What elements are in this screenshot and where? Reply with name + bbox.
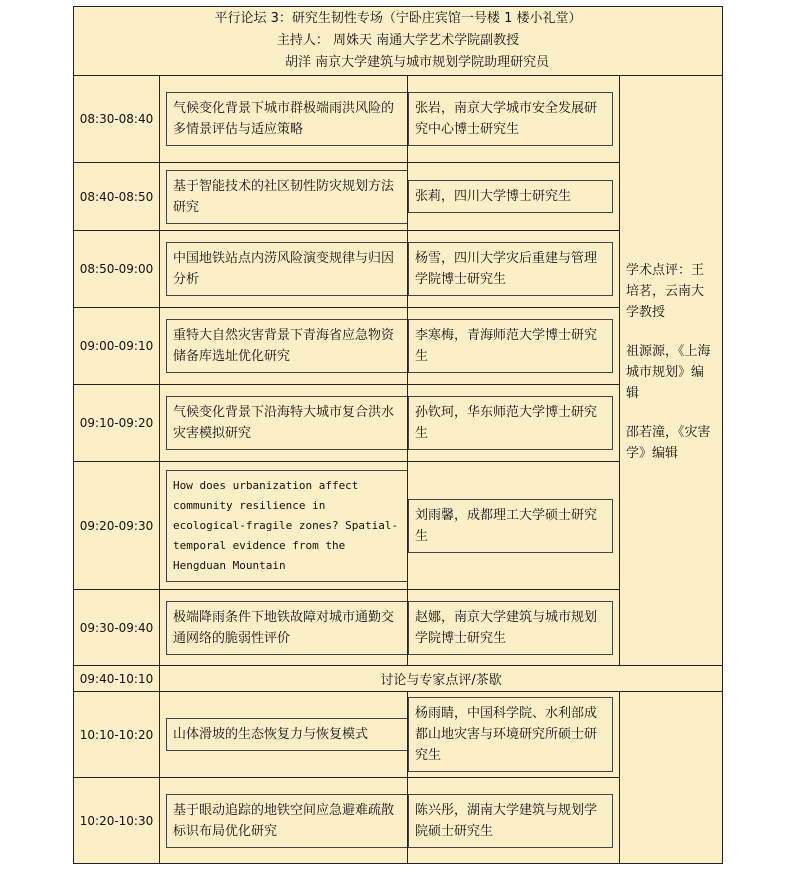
reviewer-panel: [620, 76, 723, 666]
break-label: 讨论与专家点评/茶歇: [160, 666, 723, 692]
speaker: 张莉，四川大学博士研究生: [408, 180, 613, 213]
break-row: [74, 666, 723, 692]
talk-title: 山体滑坡的生态恢复力与恢复模式: [166, 718, 407, 751]
speaker: 杨雨睛，中国科学院、水利部成都山地灾害与环境研究所硕士研究生: [408, 697, 613, 772]
speaker: 赵娜，南京大学建筑与城市规划学院博士研究生: [408, 601, 613, 655]
talk-title: 基于智能技术的社区韧性防灾规划方法研究: [166, 170, 407, 224]
time-slot: 08:30-08:40: [74, 76, 160, 163]
time-slot: 09:30-09:40: [74, 590, 160, 666]
speaker: 孙钦珂，华东师范大学博士研究生: [408, 396, 613, 450]
reviewer-2: 祖源源，《上海城市规划》编辑: [626, 343, 711, 401]
reviewer-1: 学术点评：王培茗，云南大学教授: [626, 262, 705, 320]
forum-header: [74, 7, 723, 76]
talk-title: 气候变化背景下城市群极端雨洪风险的多情景评估与适应策略: [166, 92, 407, 146]
talk-title: 中国地铁站点内涝风险演变规律与归因分析: [166, 242, 407, 296]
talk-title: 重特大自然灾害背景下青海省应急物资储备库选址优化研究: [166, 319, 407, 373]
speaker: 杨雪，四川大学灾后重建与管理学院博士研究生: [408, 242, 613, 296]
talk-title: 气候变化背景下沿海特大城市复合洪水灾害模拟研究: [166, 396, 407, 450]
talk-title: How does urbanization affect community resilience in ecological-fragile zones? Spatial-temporal evidence from the Hengduan Mountain: [166, 470, 407, 582]
host-line-1: 主持人： 周姝天 南通大学艺术学院副教授: [276, 33, 520, 48]
speaker: 刘雨馨，成都理工大学硕士研究生: [408, 499, 613, 553]
time-slot: 10:10-10:20: [74, 692, 160, 778]
table-row: [74, 76, 723, 163]
speaker: 李寒梅，青海师范大学博士研究生: [408, 319, 613, 373]
forum-title: 平行论坛 3：研究生韧性专场（宁卧庄宾馆一号楼 1 楼小礼堂）: [214, 11, 582, 26]
reviewer-3: 邵若潼，《灾害学》编辑: [626, 424, 711, 461]
table-row: [74, 692, 723, 778]
talk-title: 极端降雨条件下地铁故障对城市通勤交通网络的脆弱性评价: [166, 601, 407, 655]
header-row: [74, 7, 723, 76]
time-slot: 09:20-09:30: [74, 462, 160, 590]
time-slot: 09:00-09:10: [74, 308, 160, 385]
time-slot: 10:20-10:30: [74, 778, 160, 864]
time-slot: 09:10-09:20: [74, 385, 160, 462]
speaker: 张岩，南京大学城市安全发展研究中心博士研究生: [408, 92, 613, 146]
speaker: 陈兴彤，湖南大学建筑与规划学院硕士研究生: [408, 794, 613, 848]
host-line-2: 胡洋 南京大学建筑与城市规划学院助理研究员: [284, 55, 550, 70]
time-slot: 08:40-08:50: [74, 163, 160, 231]
reviewer-panel-empty: [620, 692, 723, 864]
talk-title: 基于眼动追踪的地铁空间应急避难疏散标识布局优化研究: [166, 794, 407, 848]
time-slot: 08:50-09:00: [74, 231, 160, 308]
time-slot: 09:40-10:10: [74, 666, 160, 692]
schedule-table: [73, 6, 723, 864]
